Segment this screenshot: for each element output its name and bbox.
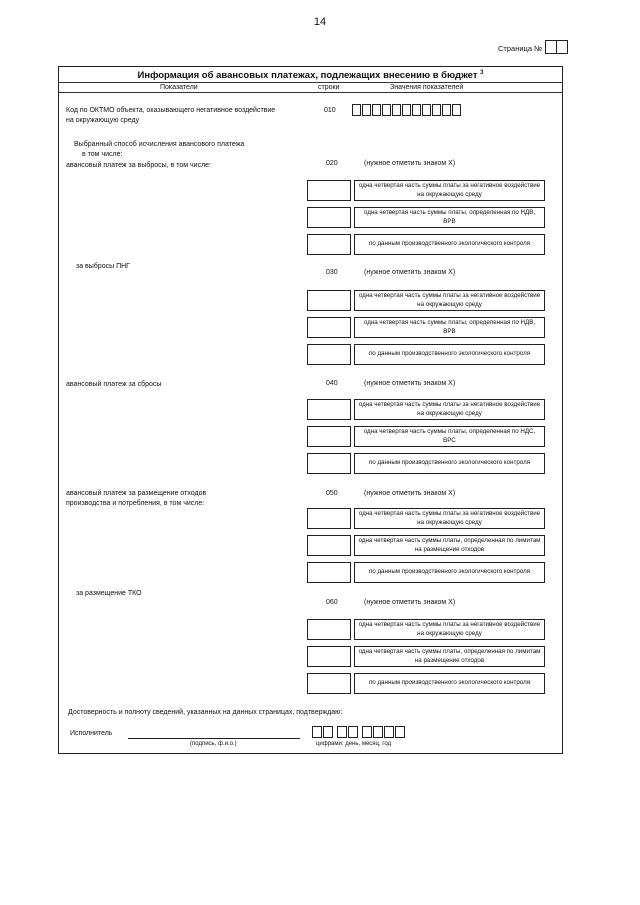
date-digit-box[interactable] <box>373 726 383 738</box>
option-checkbox[interactable] <box>307 535 351 556</box>
column-header-row: строки <box>318 84 340 91</box>
oktmo-digit-box[interactable] <box>442 104 451 116</box>
signature-hint: (подпись, ф.и.о.) <box>190 741 237 747</box>
column-header-indicators: Показатели <box>160 84 198 91</box>
section-hint: (нужное отметить знаком X) <box>364 269 456 276</box>
option-label: одна четвертая часть суммы платы, определенная по НДВ, ВРВ <box>354 207 545 228</box>
oktmo-digit-box[interactable] <box>452 104 461 116</box>
header-divider <box>58 92 563 93</box>
confirmation-text: Достоверность и полноту сведений, указанных на данных страницах, подтверждаю: <box>68 709 343 716</box>
section-label: авансовый платеж за размещение отходов <box>66 490 207 497</box>
option-label: одна четвертая часть суммы платы, определенная по НДС, ВРС <box>354 426 545 447</box>
date-hint: цифрами: день, месяц, год <box>316 741 392 747</box>
option-checkbox[interactable] <box>307 344 351 365</box>
option-checkbox[interactable] <box>307 673 351 694</box>
date-digit-box[interactable] <box>312 726 322 738</box>
oktmo-digit-box[interactable] <box>422 104 431 116</box>
section-code: 030 <box>326 269 338 276</box>
oktmo-label-2: на окружающую среду <box>66 117 140 124</box>
date-digit-box[interactable] <box>362 726 372 738</box>
section-hint: (нужное отметить знаком X) <box>364 490 456 497</box>
date-digit-box[interactable] <box>384 726 394 738</box>
section-code: 020 <box>326 160 338 167</box>
section-label: за размещение ТКО <box>76 590 142 597</box>
option-checkbox[interactable] <box>307 180 351 201</box>
section-label: авансовый платеж за выбросы, в том числе: <box>66 162 211 169</box>
option-checkbox[interactable] <box>307 426 351 447</box>
option-label: по данным производственного экологического контроля <box>354 453 545 474</box>
option-checkbox[interactable] <box>307 234 351 255</box>
option-label: одна четвертая часть суммы платы за негативное воздействие на окружающую среду <box>354 619 545 640</box>
page-number-box[interactable] <box>556 40 568 54</box>
oktmo-code: 010 <box>324 107 336 114</box>
option-checkbox[interactable] <box>307 290 351 311</box>
option-checkbox[interactable] <box>307 508 351 529</box>
column-header-values: Значения показателей <box>390 84 464 91</box>
section-code: 050 <box>326 490 338 497</box>
option-label: по данным производственного экологического контроля <box>354 673 545 694</box>
oktmo-digit-box[interactable] <box>392 104 401 116</box>
section-hint: (нужное отметить знаком X) <box>364 380 456 387</box>
executor-label: Исполнитель <box>70 730 113 737</box>
signature-line[interactable] <box>128 738 300 739</box>
option-label: одна четвертая часть суммы платы, определенная по лимитам на размещение отходов <box>354 646 545 667</box>
option-label: одна четвертая часть суммы платы, определенная по лимитам на размещение отходов <box>354 535 545 556</box>
option-label: одна четвертая часть суммы платы за негативное воздействие на окружающую среду <box>354 290 545 311</box>
section-label: авансовый платеж за сбросы <box>66 381 162 388</box>
form-title: Информация об авансовых платежах, подлежащих внесению в бюджет $^3$ <box>137 70 484 82</box>
option-label: по данным производственного экологического контроля <box>354 344 545 365</box>
page-number: 14 <box>313 16 327 28</box>
oktmo-digit-box[interactable] <box>402 104 411 116</box>
section-hint: (нужное отметить знаком X) <box>364 599 456 606</box>
date-digit-box[interactable] <box>337 726 347 738</box>
option-checkbox[interactable] <box>307 317 351 338</box>
method-subtitle: в том числе: <box>82 151 123 158</box>
date-digit-box[interactable] <box>323 726 333 738</box>
page-label: Страница № <box>498 44 543 53</box>
option-checkbox[interactable] <box>307 207 351 228</box>
option-label: по данным производственного экологического контроля <box>354 234 545 255</box>
option-checkbox[interactable] <box>307 453 351 474</box>
option-label: одна четвертая часть суммы платы за негативное воздействие на окружающую среду <box>354 180 545 201</box>
section-hint: (нужное отметить знаком X) <box>364 160 456 167</box>
oktmo-digit-box[interactable] <box>362 104 371 116</box>
option-checkbox[interactable] <box>307 619 351 640</box>
section-label: за выбросы ПНГ <box>76 263 130 270</box>
title-divider <box>58 82 563 83</box>
oktmo-digit-box[interactable] <box>432 104 441 116</box>
option-checkbox[interactable] <box>307 399 351 420</box>
option-checkbox[interactable] <box>307 646 351 667</box>
oktmo-digit-box[interactable] <box>352 104 361 116</box>
date-digit-box[interactable] <box>348 726 358 738</box>
oktmo-label: Код по ОКТМО объекта, оказывающего негативное воздействие <box>66 107 276 114</box>
oktmo-digit-box[interactable] <box>412 104 421 116</box>
option-label: одна четвертая часть суммы платы, определенная по НДВ, ВРВ <box>354 317 545 338</box>
option-label: по данным производственного экологического контроля <box>354 562 545 583</box>
section-code: 040 <box>326 380 338 387</box>
oktmo-digit-box[interactable] <box>382 104 391 116</box>
option-label: одна четвертая часть суммы платы за негативное воздействие на окружающую среду <box>354 508 545 529</box>
method-title: Выбранный способ исчисления авансового платежа <box>74 141 245 148</box>
oktmo-digit-box[interactable] <box>372 104 381 116</box>
section-label-2: производства и потребления, в том числе: <box>66 500 205 507</box>
date-digit-box[interactable] <box>395 726 405 738</box>
section-code: 060 <box>326 599 338 606</box>
option-checkbox[interactable] <box>307 562 351 583</box>
option-label: одна четвертая часть суммы платы за негативное воздействие на окружающую среду <box>354 399 545 420</box>
